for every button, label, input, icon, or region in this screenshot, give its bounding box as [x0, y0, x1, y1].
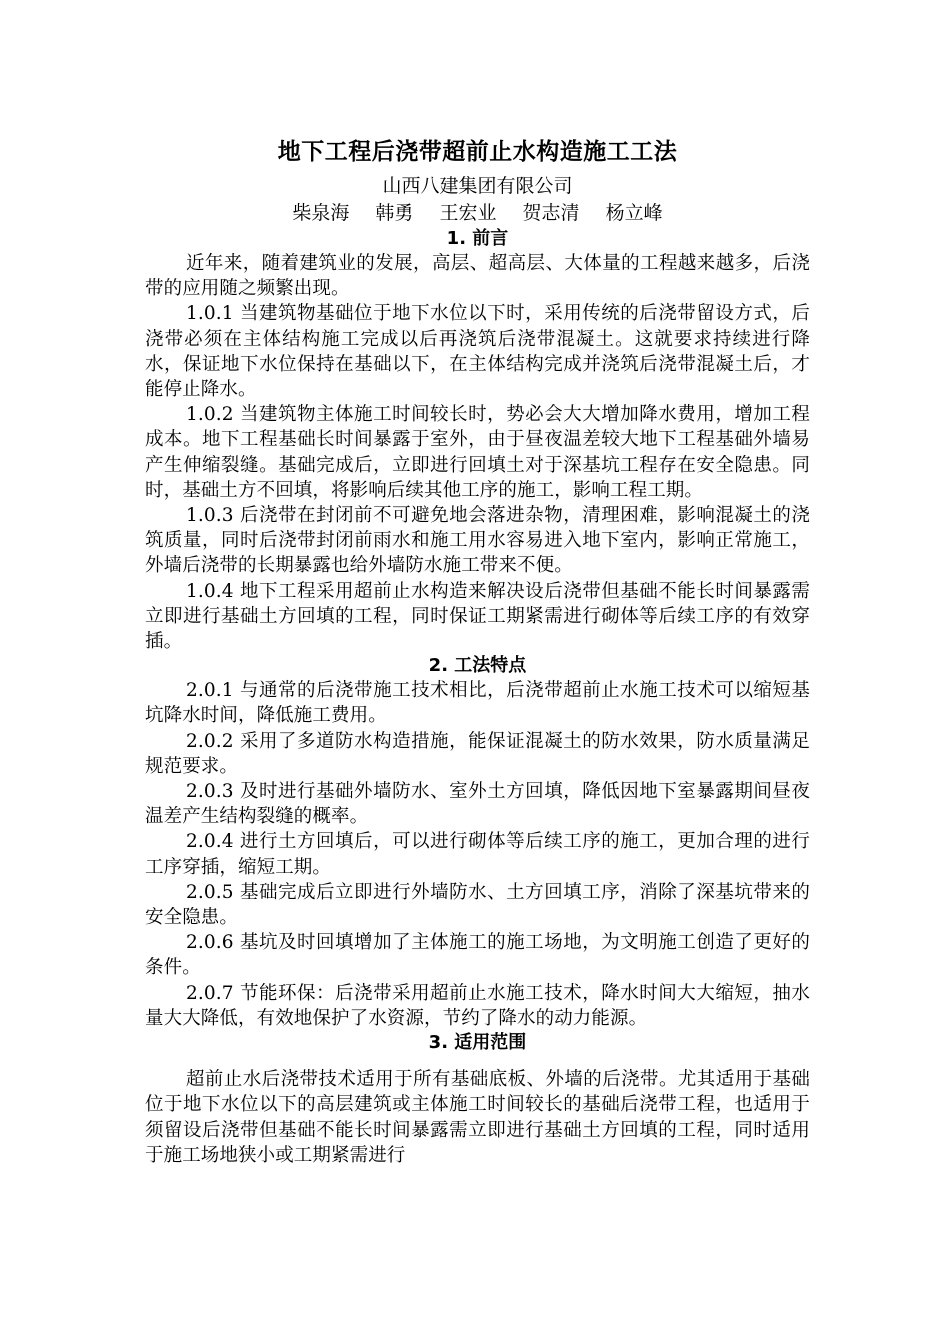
paragraph: 2.0.3 及时进行基础外墙防水、室外土方回填，降低因地下室暴露期间昼夜温差产生结构裂缝的概率。: [145, 781, 810, 828]
author-list: [145, 200, 810, 227]
paragraph: 2.0.7 节能环保：后浇带采用超前止水施工技术，降水时间大大缩短，抽水量大大降低，有效地保护了水资源，节约了降水的动力能源。: [145, 982, 810, 1029]
paragraph: 1.0.4 地下工程采用超前止水构造来解决设后浇带但基础不能长时间暴露需立即进行基础土方回填的工程，同时保证工期紧需进行砌体等后续工序的有效穿插。: [145, 580, 810, 653]
section-heading: 2. 工法特点: [428, 655, 527, 677]
section-features: [145, 654, 810, 1031]
author-name: 王宏业: [439, 202, 497, 224]
document-page: [145, 131, 810, 1168]
document-title: 地下工程后浇带超前止水构造施工工法: [277, 139, 678, 165]
paragraph: 2.0.1 与通常的后浇带施工技术相比，后浇带超前止水施工技术可以缩短基坑降水时间，降低施工费用。: [145, 680, 810, 727]
author-name: 韩勇: [375, 202, 414, 224]
paragraph: 1.0.3 后浇带在封闭前不可避免地会落进杂物，清理困难，影响混凝土的浇筑质量，同时后浇带封闭前雨水和施工用水容易进入地下室内，影响正常施工，外墙后浇带的长期暴露也给外墙防水施工带来不便。: [145, 505, 810, 577]
paragraph: 2.0.4 进行土方回填后，可以进行砌体等后续工序的施工，更加合理的进行工序穿插，缩短工期。: [145, 831, 810, 878]
section-heading: 3. 适用范围: [428, 1032, 527, 1054]
author-name: 柴泉海: [292, 202, 350, 224]
paragraph: 1.0.2 当建筑物主体施工时间较长时，势必会大大增加降水费用，增加工程成本。地下工程基础长时间暴露于室外，由于昼夜温差较大地下工程基础外墙易产生伸缩裂缝。基础完成后，立即进行回填土对于深基坑工程存在安全隐患。同时，基础土方不回填，将影响后续其他工序的施工，影响工程工期。: [145, 404, 810, 501]
section-scope: [145, 1031, 810, 1168]
paragraph: 近年来，随着建筑业的发展，高层、超高层、大体量的工程越来越多，后浇带的应用随之频繁出现。: [145, 253, 810, 300]
paragraph: 超前止水后浇带技术适用于所有基础底板、外墙的后浇带。尤其适用于基础位于地下水位以下的高层建筑或主体施工时间较长的基础后浇带工程，也适用于须留设后浇带但基础不能长时间暴露需立即进行基础土方回填的工程，同时适用于施工场地狭小或工期紧需进行: [145, 1069, 810, 1166]
author-name: 杨立峰: [605, 202, 663, 224]
paragraph: 2.0.5 基础完成后立即进行外墙防水、土方回填工序，消除了深基坑带来的安全隐患。: [145, 881, 810, 929]
section-heading: 1. 前言: [446, 228, 509, 249]
section-preface: [145, 227, 810, 654]
paragraph: 1.0.1 当建筑物基础位于地下水位以下时，采用传统的后浇带留设方式，后浇带必须在主体结构施工完成以后再浇筑后浇带混凝土。这就要求持续进行降水，保证地下水位保持在基础以下，在主体结构完成并浇筑后浇带混凝土后，才能停止降水。: [145, 303, 810, 401]
organization-name: 山西八建集团有限公司: [382, 175, 573, 197]
author-name: 贺志清: [522, 202, 580, 224]
paragraph: 2.0.6 基坑及时回填增加了主体施工的施工场地，为文明施工创造了更好的条件。: [145, 932, 810, 979]
paragraph: 2.0.2 采用了多道防水构造措施，能保证混凝土的防水效果，防水质量满足规范要求。: [145, 730, 810, 777]
